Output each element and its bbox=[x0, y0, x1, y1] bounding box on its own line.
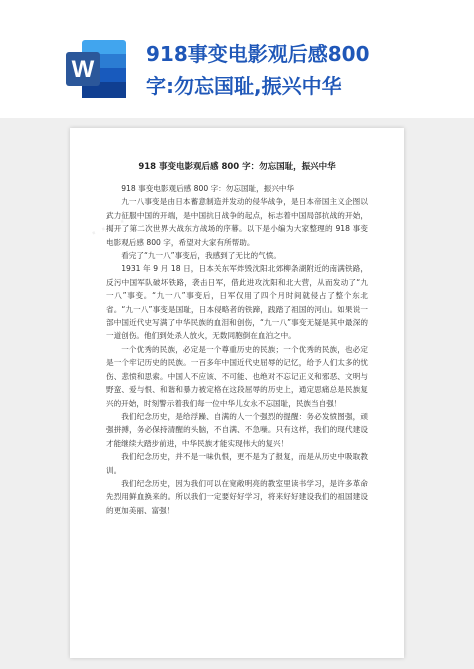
document-header bbox=[0, 0, 474, 118]
page-subtitle: 918 事变电影观后感 800 字：勿忘国耻，振兴中华 bbox=[121, 184, 295, 193]
watermark: · · · · · bbox=[88, 209, 138, 243]
document-page[interactable] bbox=[70, 128, 404, 658]
paragraph: 九一八事变是由日本蓄意制造并发动的侵华战争，是日本帝国主义企图以武力征服中国的开端，是中国抗日战争的起点，标志着中国局部抗战的开始，揭开了第二次世界大战东方战场的序幕。以下是小编为大家整理的 918 事变电影观后感 800 字，希望对大家有所帮助。 bbox=[106, 197, 368, 247]
paragraph: 我们纪念历史，是给浮躁、自满的人一个强烈的提醒：务必发愤图强，顽强拼搏，务必保持清醒的头脑，不自满、不急噪。只有这样，我们的现代建设才能继续大踏步前进，中华民族才能实现伟大的复兴！ bbox=[106, 411, 368, 448]
title-line-2: 字:勿忘国耻,振兴中华 bbox=[146, 74, 342, 98]
document-title bbox=[146, 38, 446, 102]
page-content bbox=[106, 160, 368, 517]
paragraph: 看完了“九一八”事变后，我感到了无比的气愤。 bbox=[121, 251, 281, 261]
word-icon bbox=[64, 38, 128, 100]
paragraph: 我们纪念历史，因为我们可以在宽敞明亮的教室里读书学习，是许多革命先烈用鲜血换来的。所以我们一定要好好学习，将来好好建设我们的祖国建设的更加美丽、富强！ bbox=[106, 478, 368, 515]
svg-text:W: W bbox=[71, 56, 95, 83]
title-line-1: 918事变电影观后感800 bbox=[146, 42, 370, 66]
paragraph: 我们纪念历史，并不是一味仇恨，更不是为了报复，而是从历史中吸取教训。 bbox=[106, 452, 368, 475]
paragraph: 1931 年 9 月 18 日，日本关东军炸毁沈阳北郊柳条湖附近的南满铁路，反污中国军队破坏铁路，袭击日军，借此进攻沈阳和北大营，从而发动了“九一八”事变。“九一八”事变后，日军仅用了四个月时间就侵占了整个东北省。“九一八”事变是国耻，日本侵略者的铁蹄，践踏了祖国的河山。如果说一部中国近代史写满了中华民族的血泪和创伤，“九一八”事变无疑是其中最深的一道创伤。他们到处杀人放火，无数同胞倒在血泊之中。 bbox=[106, 264, 368, 341]
page-title: 918 事变电影观后感 800 字：勿忘国耻，振兴中华 bbox=[138, 162, 336, 172]
paragraph: 一个优秀的民族，必定是一个尊重历史的民族；一个优秀的民族，也必定是一个牢记历史的民族。一百多年中国近代史屈辱的记忆，给予人们太多的忧伤、悲愤和思索。中国人不应该、不可能、也绝对不忘记正义和邪恶、文明与野蛮、爱与恨、和谐和暴力被定格在这段屈辱的历史上，通定思痛总是民族复兴的开始，时刻警示着我们每一位中华儿女永不忘国耻，民族当自强！ bbox=[106, 344, 368, 408]
